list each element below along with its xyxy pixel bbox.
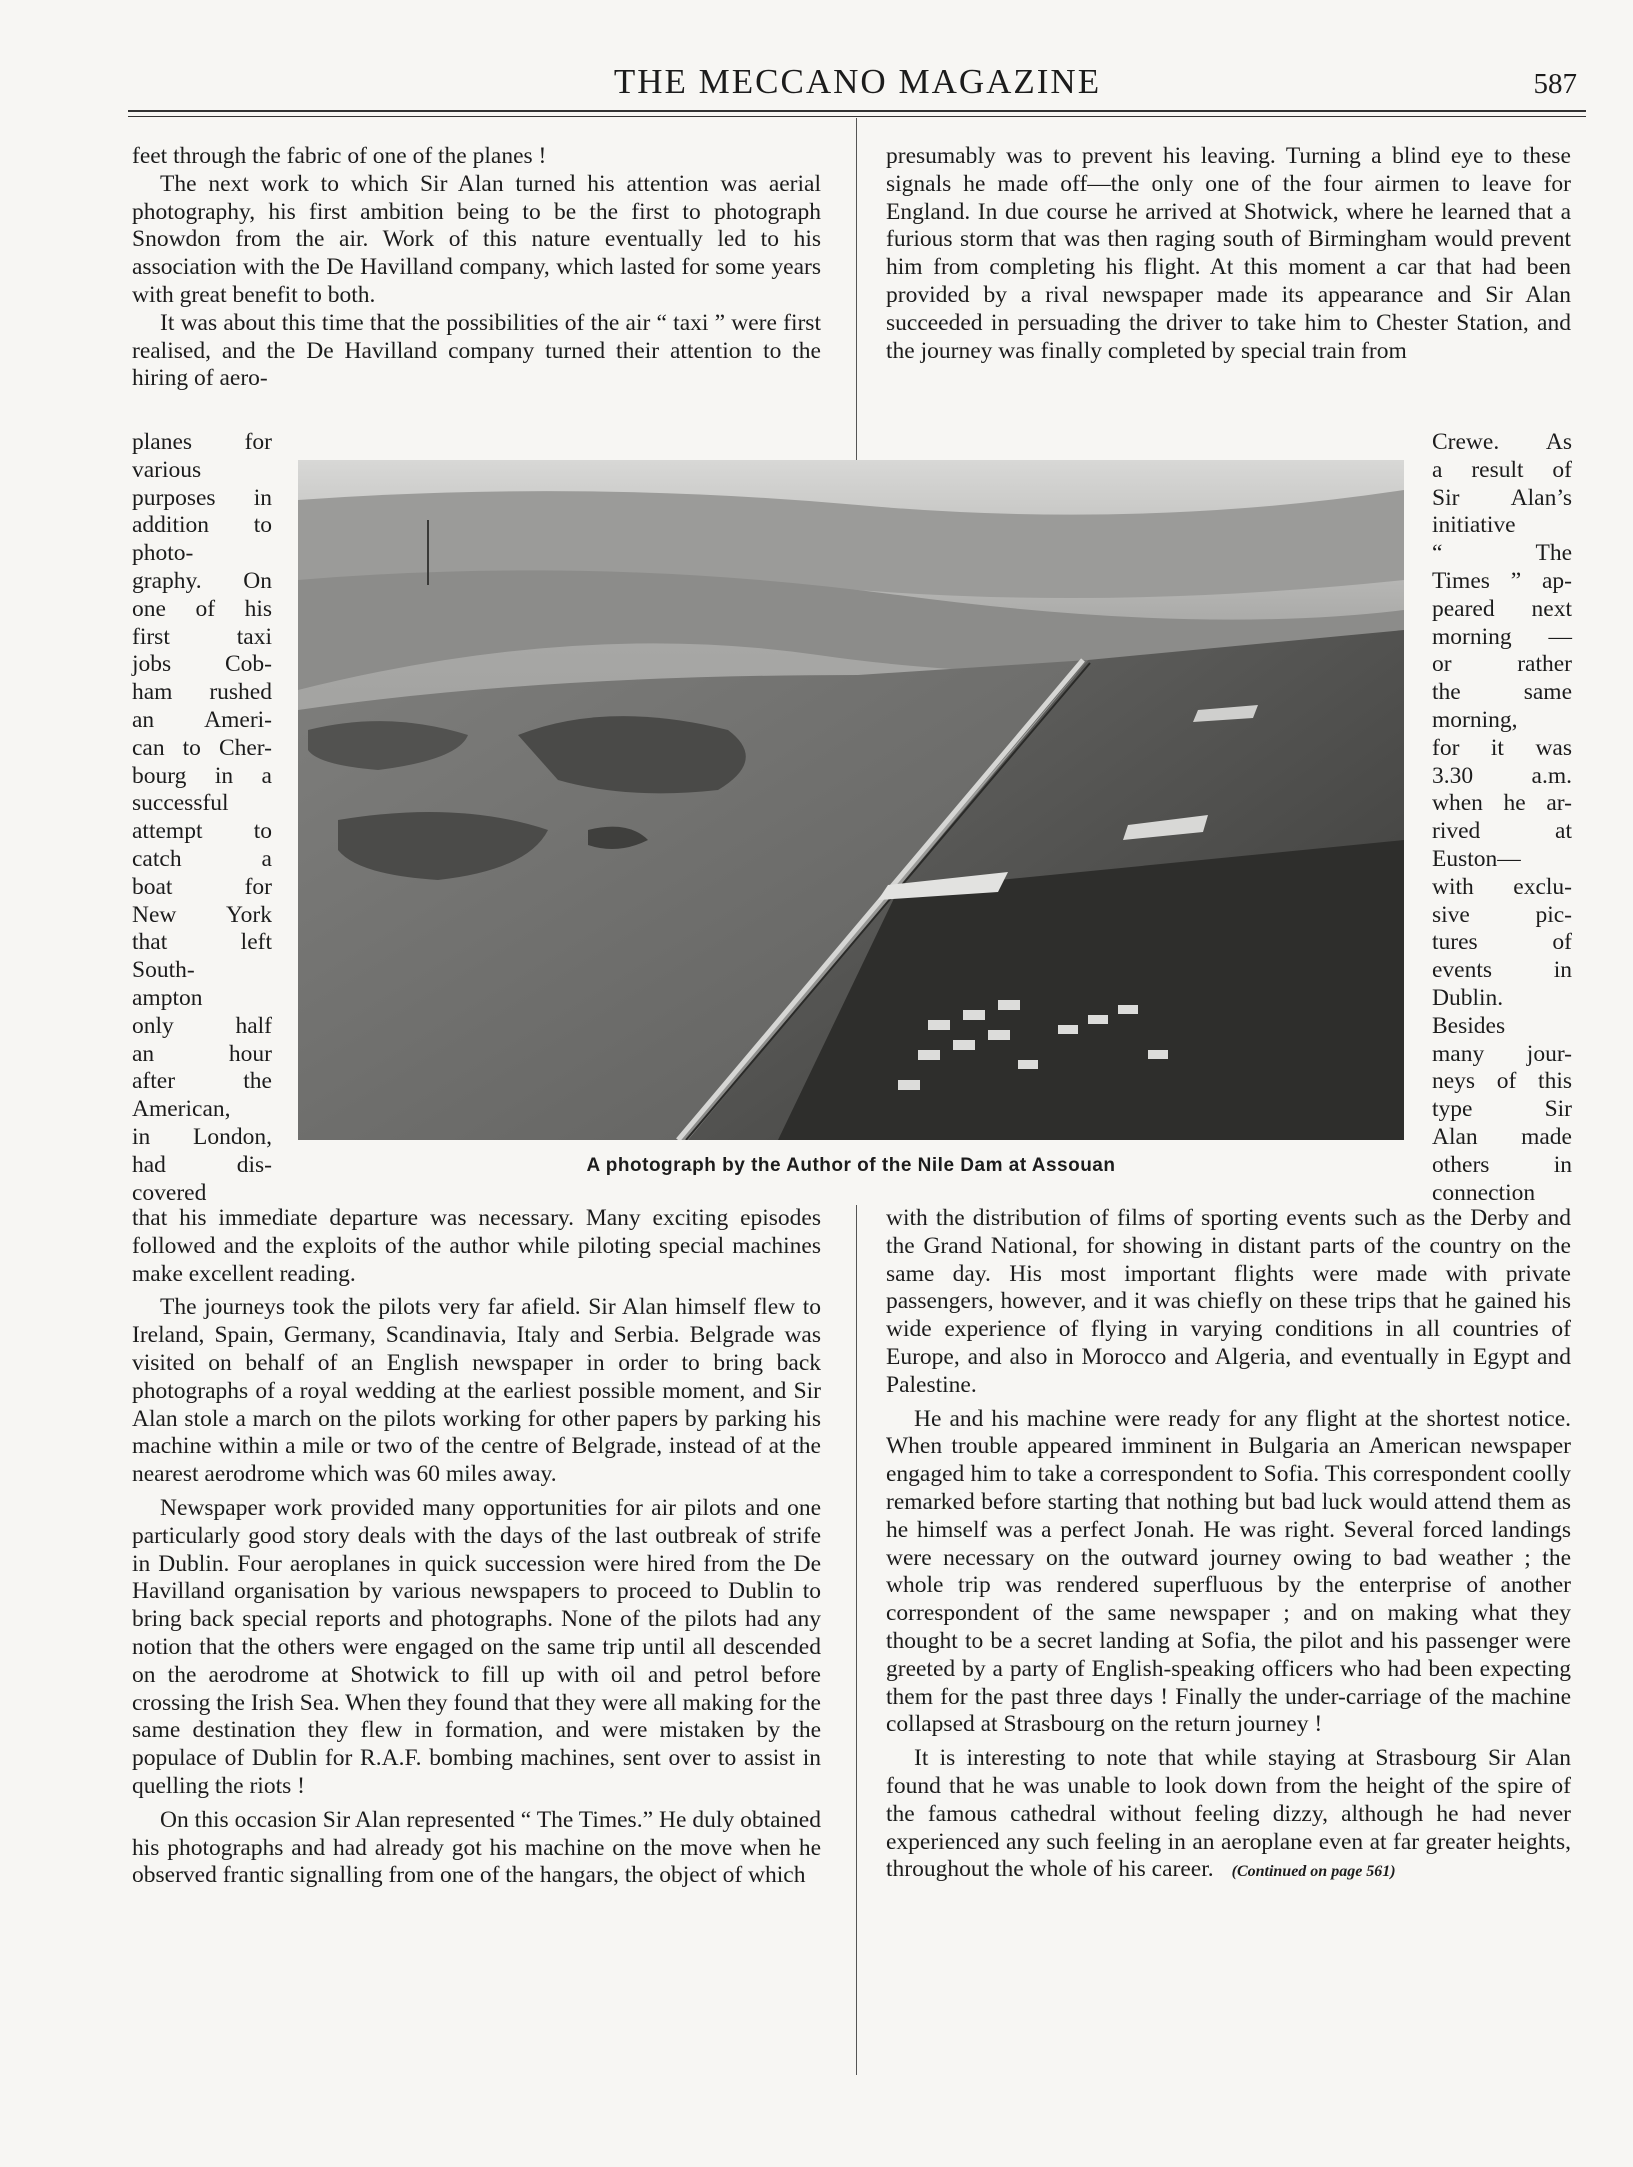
paragraph: [886, 1745, 1571, 1886]
header-rule: [128, 110, 1586, 112]
text-line: bourg in a: [132, 762, 272, 789]
text-line: jobs Cob-: [132, 651, 272, 678]
text-line: had dis-: [132, 1151, 272, 1178]
text-line: many jour-: [1432, 1040, 1572, 1067]
text-line: an Ameri-: [132, 706, 272, 733]
text-line: when he ar-: [1432, 790, 1572, 817]
column-divider-bottom: [856, 1205, 857, 2075]
text-line: boat for: [132, 873, 272, 900]
text-line: successful: [132, 790, 229, 817]
column-2-top: [886, 143, 1571, 365]
text-line: Times ” ap-: [1432, 567, 1572, 594]
text-line: in London,: [132, 1123, 272, 1150]
text-line: type Sir: [1432, 1096, 1572, 1123]
text-line: “ The: [1432, 540, 1572, 567]
paragraph: The journeys took the pilots very far afield. Sir Alan himself flew to Ireland, Spain, Germany, Scandinavia, Italy and Serbia. Belgrade was visited on behalf of an English newspaper in order to bring back photographs of a royal wedding at the earliest possible moment, and Sir Alan stole a march on the pilots working for other papers by parking his machine within a mile or two of the centre of Belgrade, instead of at the nearest aerodrome which was 60 miles away.: [132, 1294, 821, 1488]
paragraph: Newspaper work provided many opportunities for air pilots and one particularly good story deals with the days of the last outbreak of strife in Dublin. Four aeroplanes in quick succession were hired from the De Havilland organisation by various newspapers to proceed to Dublin to bring back special reports and photographs. None of the pilots had any notion that the others were engaged on the same trip until all descended on the aerodrome at Shotwick to fill up with oil and petrol before crossing the Irish Sea. When they found that they were all making for the same destination they flew in formation, and were mistaken by the populace of Dublin for R.A.F. bombing machines, sent over to assist in quelling the riots !: [132, 1494, 821, 1799]
text-line: New York: [132, 901, 272, 928]
text-line: after the: [132, 1068, 272, 1095]
text-line: catch a: [132, 845, 272, 872]
text-line: only half: [132, 1012, 272, 1039]
continued-note: (Continued on page 561): [1231, 1863, 1396, 1881]
aerial-photo-icon: [298, 460, 1404, 1140]
text-line: 3.30 a.m.: [1432, 762, 1572, 789]
text-line: Euston—: [1432, 845, 1521, 872]
text-line: first taxi: [132, 623, 272, 650]
text-line: Crewe. As: [1432, 429, 1572, 455]
paragraph: that his immediate departure was necessary. Many exciting episodes followed and the exploits of the author while piloting special machines make excellent reading.: [132, 1205, 821, 1287]
text-line: planes for: [132, 429, 272, 455]
text-line: others in: [1432, 1151, 1572, 1178]
text-line: the same: [1432, 679, 1572, 706]
magazine-title: THE MECCANO MAGAZINE: [613, 62, 1102, 101]
paragraph: presumably was to prevent his leaving. Turning a blind eye to these signals he made off—the only one of the four airmen to leave for England. In due course he arrived at Shotwick, where he learned that a furious storm that was then raging south of Birmingham would prevent him from completing his flight. At this moment a car that had been provided by a rival newspaper made its appearance and Sir Alan succeeded in persuading the driver to take him to Chester Station, and the journey was finally completed by special train from: [886, 143, 1571, 364]
text-line: can to Cher-: [132, 734, 272, 761]
text-line: with exclu-: [1432, 873, 1572, 900]
text-line: rived at: [1432, 818, 1572, 845]
text-line: sive pic-: [1432, 901, 1572, 928]
paragraph: feet through the fabric of one of the planes !: [132, 143, 547, 169]
paragraph: It was about this time that the possibilities of the air “ taxi ” were first realised, and the De Havilland company turned their attention to the hiring of aero-: [132, 309, 821, 392]
paragraph: He and his machine were ready for any flight at the shortest notice. When trouble appeared imminent in Bulgaria an American newspaper engaged him to take a correspondent to Sofia. This correspondent coolly remarked before starting that nothing but bad luck would attend them as he himself was a perfect Jonah. He was right. Several forced landings were necessary on the outward journey owing to bad weather ; the whole trip was rendered superfluous by the enterprise of another correspondent of the same newspaper ; and on making what they thought to be a secret landing at Sofia, the pilot and his passenger were greeted by a party of English-speaking officers who had been expecting them for the past three days ! Finally the under-carriage of the machine collapsed at Strasbourg on the return journey !: [886, 1405, 1571, 1738]
text-line: connection: [1432, 1179, 1536, 1206]
page-number: 587: [1533, 68, 1577, 100]
header-rule-thin: [128, 116, 1586, 117]
nile-dam-photo: [298, 460, 1404, 1140]
text-line: addition to: [132, 512, 272, 539]
page-header: [130, 62, 1585, 108]
text-line: various: [132, 456, 202, 483]
figure-caption: A photograph by the Author of the Nile Dam at Assouan: [586, 1155, 1116, 1176]
text-line: purposes in: [132, 484, 272, 511]
text-line: ampton: [132, 984, 203, 1011]
text-line: peared next: [1432, 595, 1572, 622]
paragraph: On this occasion Sir Alan represented “ The Times.” He duly obtained his photographs and had already got his machine on the move when he observed frantic signalling from one of the hangars, the object of which: [132, 1806, 821, 1889]
text-line: tures of: [1432, 929, 1572, 956]
column-1-top: [132, 143, 821, 393]
text-line: a result of: [1432, 456, 1572, 483]
text-line: Alan made: [1432, 1123, 1572, 1150]
column-2-bottom: [886, 1205, 1571, 1886]
text-line: attempt to: [132, 818, 272, 845]
paragraph: with the distribution of films of sporting events such as the Derby and the Grand National, for showing in distant parts of the country on the same day. His most important flights were made with private passengers, however, and it was chiefly on these trips that he gained his wide experience of flying in varying conditions in all countries of Europe, and also in Morocco and Algeria, and eventually in Egypt and Palestine.: [886, 1205, 1571, 1398]
column-1-wrap-text: [132, 429, 272, 1207]
column-2-wrap-text: [1432, 429, 1572, 1207]
text-line: neys of this: [1432, 1068, 1572, 1095]
text-line: American,: [132, 1096, 231, 1123]
text-line: photo-: [132, 540, 194, 567]
text-line: ham rushed: [132, 679, 272, 706]
paragraph: The next work to which Sir Alan turned his attention was aerial photography, his first ambition being to be the first to photograph Snowdon from the air. Work of this nature eventually led to his association with the De Havilland company, which lasted for some years with great benefit to both.: [132, 170, 821, 308]
paragraph-text: It is interesting to note that while staying at Strasbourg Sir Alan found that he was unable to look down from the height of the spire of the famous cathedral without feeling dizzy, although he had never experienced any such feeling in an aeroplane even at far greater heights, throughout the whole of his career.: [886, 1745, 1571, 1883]
column-divider-top: [856, 118, 857, 463]
text-line: Sir Alan’s: [1432, 484, 1572, 511]
text-line: events in: [1432, 957, 1572, 984]
column-1-bottom: [132, 1205, 821, 1890]
text-line: that left: [132, 929, 272, 956]
text-line: Besides: [1432, 1012, 1506, 1039]
text-line: South-: [132, 957, 195, 984]
text-line: initiative: [1432, 512, 1516, 539]
text-line: for it was: [1432, 734, 1572, 761]
text-line: covered: [132, 1179, 207, 1206]
text-line: morning —: [1432, 623, 1572, 650]
text-line: Dublin.: [1432, 984, 1504, 1011]
text-line: graphy. On: [132, 567, 272, 594]
text-line: an hour: [132, 1040, 272, 1067]
text-line: one of his: [132, 595, 272, 622]
text-line: morning,: [1432, 706, 1518, 733]
text-line: or rather: [1432, 651, 1572, 678]
